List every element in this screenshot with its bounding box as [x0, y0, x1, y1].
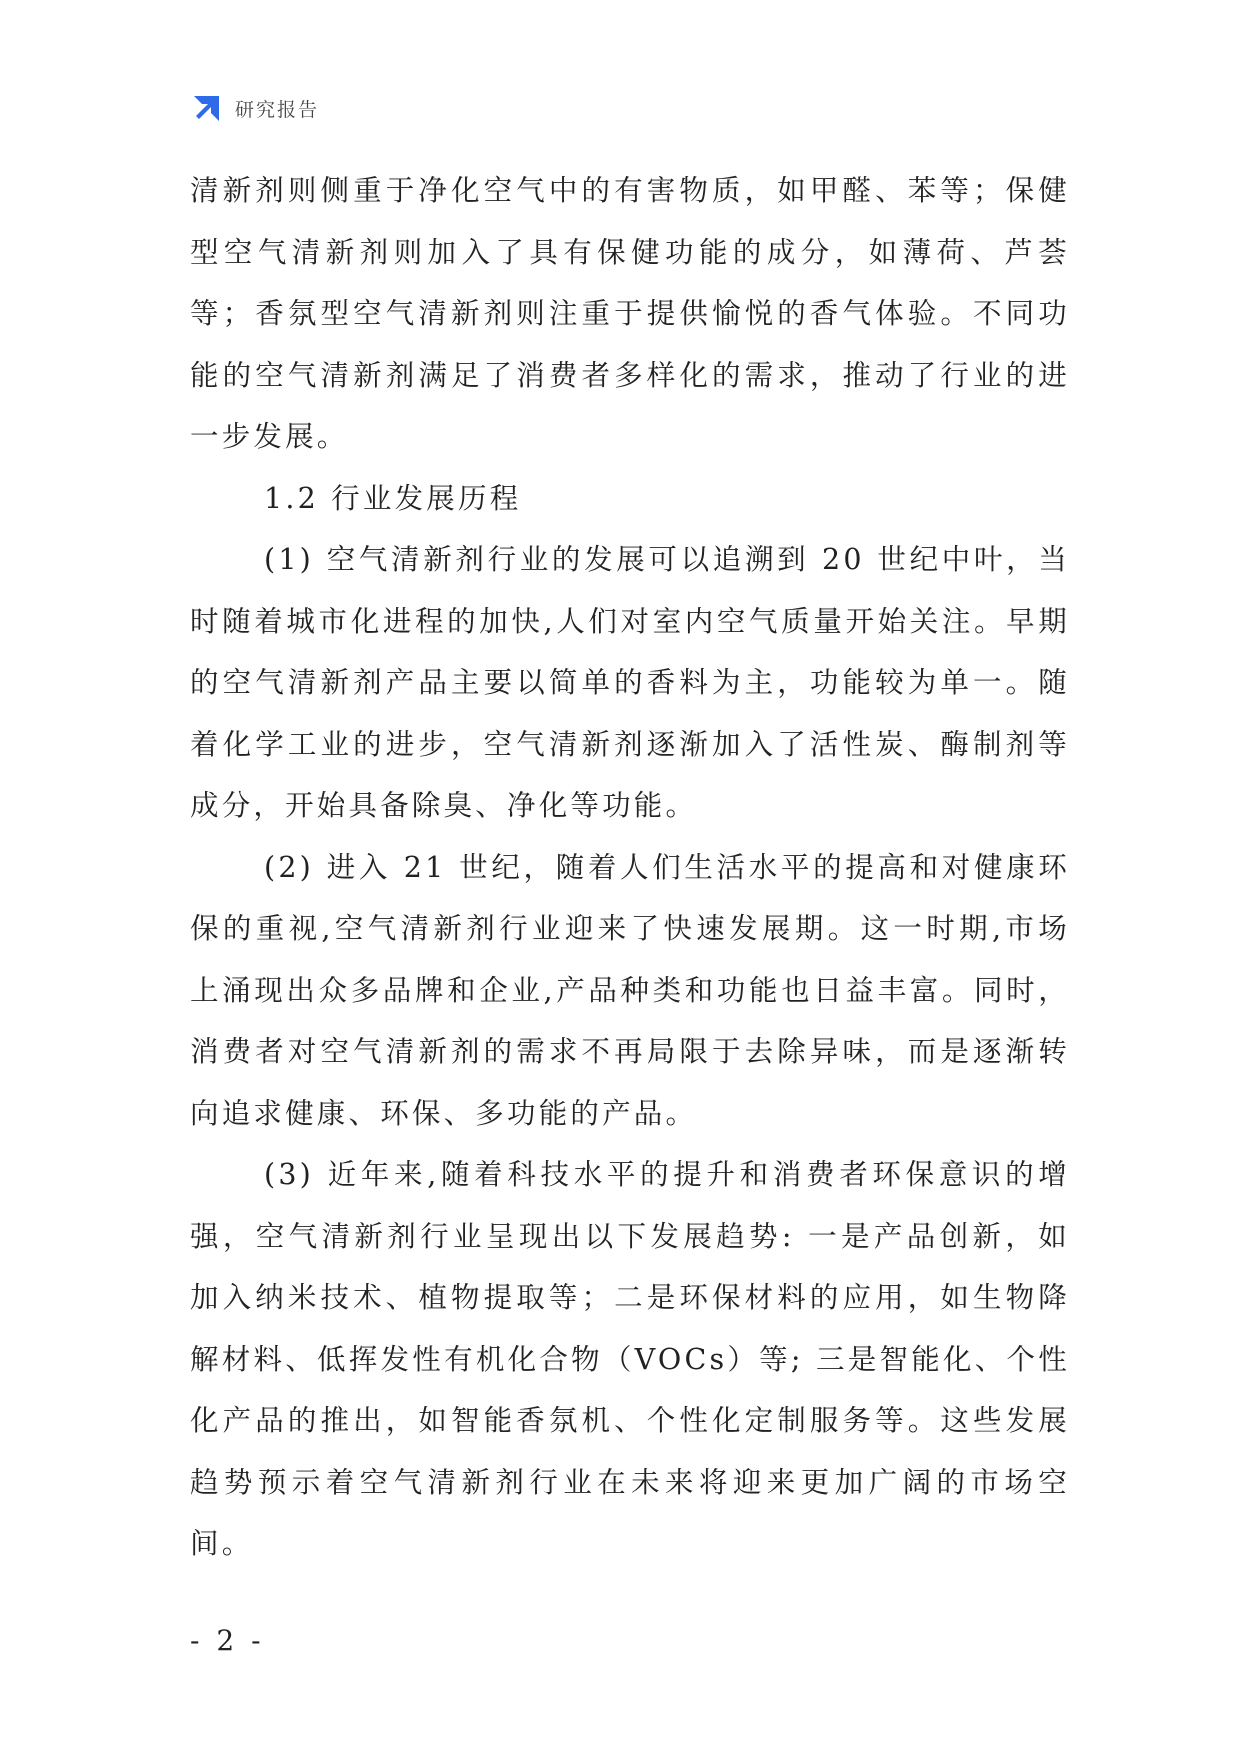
paragraph-history-2: (2) 进入 21 世纪，随着人们生活水平的提高和对健康环保的重视,空气清新剂行业迎来了快速发展期。这一时期,市场上涌现出众多品牌和企业,产品种类和功能也日益丰富。同时，消费者对空气清新剂的需求不再局限于去除异味，而是逐渐转向追求健康、环保、多功能的产品。	[190, 850, 1070, 1130]
page-number: - 2 -	[190, 1624, 265, 1657]
header-title: 研究报告	[235, 98, 320, 121]
paragraph-history-3: (3) 近年来,随着科技水平的提升和消费者环保意识的增强，空气清新剂行业呈现出以下发展趋势: 一是产品创新，如加入纳米技术、植物提取等；二是环保材料的应用，如生物降解材料、低挥发性有机化合物（VOCs）等; 三是智能化、个性化产品的推出，如智能香氛机、个性化定制服务等。这些发展趋势预示着空气清新剂行业在未来将迎来更加广阔的市场空间。	[190, 1158, 1070, 1560]
report-body	[190, 160, 1070, 1575]
page-header	[190, 88, 319, 128]
section-heading: 1.2 行业发展历程	[264, 481, 522, 515]
paragraph-continuation: 清新剂则侧重于净化空气中的有害物质，如甲醛、苯等；保健型空气清新剂则加入了具有保健功能的成分，如薄荷、芦荟等；香氛型空气清新剂则注重于提供愉悦的香气体验。不同功能的空气清新剂满足了消费者多样化的需求，推动了行业的进一步发展。	[190, 174, 1070, 453]
arrow-up-right-icon	[190, 92, 223, 125]
paragraph-history-1: (1) 空气清新剂行业的发展可以追溯到 20 世纪中叶，当时随着城市化进程的加快,人们对室内空气质量开始关注。早期的空气清新剂产品主要以简单的香料为主，功能较为单一。随着化学工业的进步，空气清新剂逐渐加入了活性炭、酶制剂等成分，开始具备除臭、净化等功能。	[190, 543, 1070, 822]
